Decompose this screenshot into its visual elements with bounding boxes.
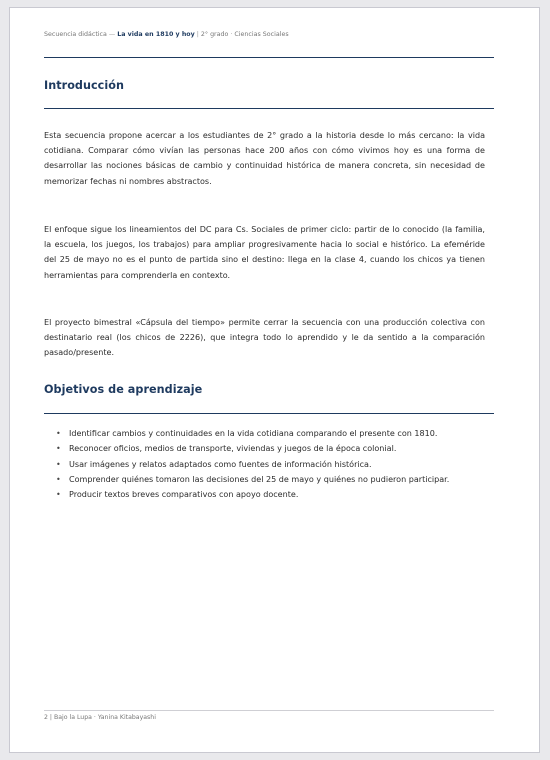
running-header	[44, 31, 494, 38]
list-item: • Usar imágenes y relatos adaptados como fuentes de información histórica.	[69, 457, 483, 472]
header-title: La vida en 1810 y hoy	[117, 31, 195, 38]
intro-heading-rule	[44, 108, 494, 109]
document-page	[9, 7, 540, 753]
page-number: 2	[44, 714, 48, 721]
list-item: • Reconocer oficios, medios de transporte, viviendas y juegos de la época colonial.	[69, 441, 483, 456]
header-dot: ·	[230, 31, 233, 38]
intro-paragraph-3: El proyecto bimestral «Cápsula del tiempo» permite cerrar la secuencia con una producción colectiva con destinatario real (los chicos de 2226), que integra todo lo aprendido y le da sentido a la comparación pasado/presente.	[44, 318, 485, 358]
objectives-heading-rule	[44, 413, 494, 414]
footer-author: Yanina Kitabayashi	[97, 714, 156, 721]
header-divider	[44, 57, 494, 58]
header-subject: Ciencias Sociales	[234, 31, 289, 38]
header-grade: 2° grado	[200, 31, 229, 38]
intro-paragraph-1: Esta secuencia propone acercar a los estudiantes de 2° grado a la historia desde lo más cercano: la vida cotidiana. Comparar cómo vivían las personas hace 200 años con cómo vivimos hoy es una forma de desarrollar las nociones básicas de cambio y continuidad histórica de manera concreta, sin necesidad de memorizar fechas ni nombres abstractos.	[44, 131, 485, 186]
objectives-heading: Objetivos de aprendizaje	[44, 383, 203, 396]
header-pipe: |	[196, 31, 199, 38]
intro-heading: Introducción	[44, 79, 124, 92]
intro-paragraph-2: El enfoque sigue los lineamientos del DC para Cs. Sociales de primer ciclo: partir de lo conocido (la familia, la escuela, los juegos, los trabajos) para ampliar progresivamente hacia lo social e histórico. La efeméride del 25 de mayo no es el punto de partida sino el destino: llega en la clase 4, cuando los chicos ya tienen herramientas para comprenderla en contexto.	[44, 225, 485, 280]
footer-publication: Bajo la Lupa	[53, 714, 92, 721]
footer-divider	[44, 710, 494, 711]
footer-pipe: |	[49, 714, 52, 721]
list-item: • Producir textos breves comparativos con apoyo docente.	[69, 487, 483, 502]
list-item: • Identificar cambios y continuidades en la vida cotidiana comparando el presente con 1810.	[69, 426, 483, 441]
objectives-list	[69, 426, 483, 502]
footer-dot: ·	[93, 714, 96, 721]
header-dash: —	[108, 31, 116, 38]
list-item: • Comprender quiénes tomaron las decisiones del 25 de mayo y quiénes no pudieron participar.	[69, 472, 483, 487]
running-footer	[44, 714, 156, 721]
header-prefix: Secuencia didáctica	[44, 31, 107, 38]
